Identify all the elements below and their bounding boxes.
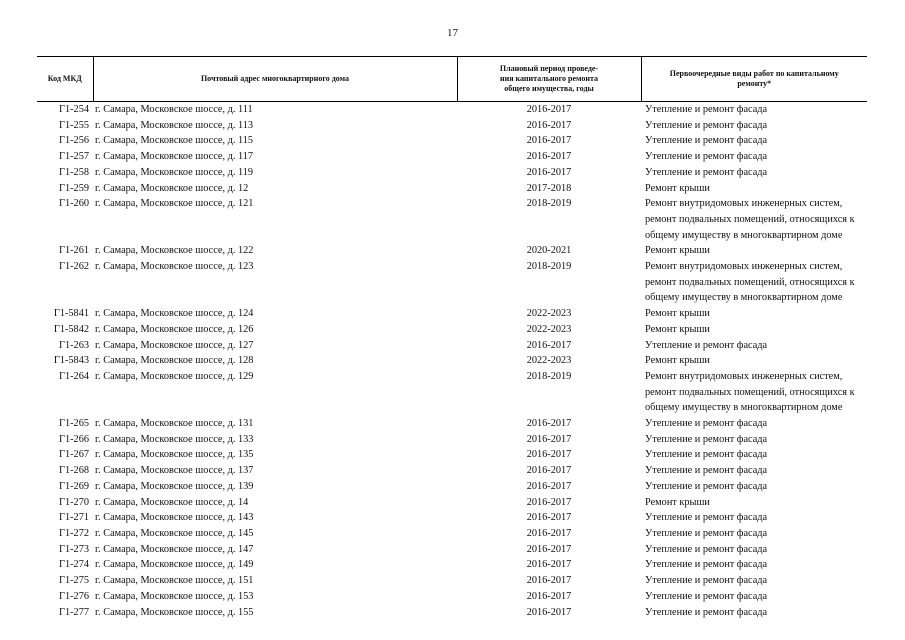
address-cell: г. Самара, Московское шоссе, д. 151 bbox=[95, 575, 254, 587]
works-line: Ремонт крыши bbox=[645, 245, 710, 257]
works-line: Ремонт крыши bbox=[645, 308, 710, 320]
works-line: Утепление и ремонт фасада bbox=[645, 590, 768, 602]
address-cell: г. Самара, Московское шоссе, д. 122 bbox=[95, 245, 254, 257]
address-cell: г. Самара, Московское шоссе, д. 129 bbox=[95, 370, 254, 382]
table-row bbox=[37, 573, 867, 589]
address-cell: г. Самара, Московское шоссе, д. 12 bbox=[95, 182, 249, 194]
address-cell: г. Самара, Московское шоссе, д. 131 bbox=[95, 418, 254, 430]
works-cell bbox=[641, 181, 867, 197]
header-address: Почтовый адрес многоквартирного дома bbox=[93, 57, 457, 102]
works-line: Ремонт внутридомовых инженерных систем, bbox=[645, 370, 843, 382]
period-cell: 2022-2023 bbox=[526, 323, 572, 335]
works-line: Ремонт крыши bbox=[645, 496, 710, 508]
period-cell: 2018-2019 bbox=[526, 198, 572, 210]
header-period-line: Плановый период проведе- bbox=[499, 64, 599, 73]
table-row bbox=[37, 557, 867, 573]
table-row bbox=[37, 149, 867, 165]
works-cell bbox=[641, 165, 867, 181]
address-cell: г. Самара, Московское шоссе, д. 153 bbox=[95, 590, 254, 602]
table-row bbox=[37, 510, 867, 526]
address-cell: г. Самара, Московское шоссе, д. 111 bbox=[95, 104, 253, 115]
works-cell bbox=[641, 118, 867, 134]
mkd-code-cell: Г1-274 bbox=[59, 559, 89, 571]
mkd-code-cell: Г1-271 bbox=[59, 512, 89, 524]
table-row bbox=[37, 259, 867, 306]
period-cell: 2016-2017 bbox=[526, 465, 572, 477]
table-row bbox=[37, 416, 867, 432]
page-number: 17 bbox=[447, 27, 458, 39]
address-cell: г. Самара, Московское шоссе, д. 124 bbox=[95, 308, 254, 320]
address-cell: г. Самара, Московское шоссе, д. 135 bbox=[95, 449, 254, 461]
period-cell: 2016-2017 bbox=[526, 559, 572, 571]
works-line: Ремонт внутридомовых инженерных систем, bbox=[645, 261, 843, 273]
table-row bbox=[37, 432, 867, 448]
period-cell: 2016-2017 bbox=[526, 418, 572, 430]
period-cell: 2016-2017 bbox=[526, 575, 572, 587]
header-works-line: Первоочередные виды работ по капитальному bbox=[669, 69, 839, 78]
period-cell: 2016-2017 bbox=[526, 449, 572, 461]
table-body bbox=[37, 102, 867, 621]
period-cell: 2018-2019 bbox=[526, 261, 572, 273]
header-period-line: общего имущества, годы bbox=[504, 84, 594, 93]
header-period-line: ния капитального ремонта bbox=[500, 74, 598, 83]
address-cell: г. Самара, Московское шоссе, д. 113 bbox=[95, 119, 254, 131]
works-cell bbox=[641, 557, 867, 573]
mkd-code-cell: Г1-5842 bbox=[53, 323, 89, 335]
period-cell: 2016-2017 bbox=[526, 151, 572, 163]
table-row bbox=[37, 479, 867, 495]
works-cell bbox=[641, 243, 867, 259]
address-cell: г. Самара, Московское шоссе, д. 117 bbox=[95, 151, 254, 163]
mkd-code-cell: Г1-276 bbox=[59, 590, 89, 602]
mkd-code-cell: Г1-269 bbox=[59, 480, 89, 492]
period-cell: 2016-2017 bbox=[526, 496, 572, 508]
works-line: Утепление и ремонт фасада bbox=[645, 151, 768, 163]
table-row bbox=[37, 369, 867, 416]
mkd-code-cell: Г1-5843 bbox=[53, 355, 89, 367]
mkd-code-cell: Г1-264 bbox=[59, 370, 89, 382]
period-cell: 2016-2017 bbox=[526, 543, 572, 555]
table-row bbox=[37, 118, 867, 134]
period-cell: 2016-2017 bbox=[526, 119, 572, 131]
works-line: Утепление и ремонт фасада bbox=[645, 449, 768, 461]
works-line: Утепление и ремонт фасада bbox=[645, 433, 768, 445]
table-row bbox=[37, 133, 867, 149]
mkd-code-cell: Г1-5841 bbox=[53, 308, 89, 320]
works-line: Утепление и ремонт фасада bbox=[645, 606, 768, 618]
address-cell: г. Самара, Московское шоссе, д. 115 bbox=[95, 135, 254, 147]
works-line: Утепление и ремонт фасада bbox=[645, 527, 768, 539]
works-cell bbox=[641, 526, 867, 542]
works-cell bbox=[641, 479, 867, 495]
works-line: Ремонт крыши bbox=[645, 323, 710, 335]
works-line: Утепление и ремонт фасада bbox=[645, 543, 768, 555]
works-cell bbox=[641, 416, 867, 432]
works-line: Утепление и ремонт фасада bbox=[645, 339, 768, 351]
address-cell: г. Самара, Московское шоссе, д. 128 bbox=[95, 355, 254, 367]
works-cell bbox=[641, 149, 867, 165]
mkd-code-cell: Г1-259 bbox=[59, 182, 89, 194]
address-cell: г. Самара, Московское шоссе, д. 145 bbox=[95, 527, 254, 539]
mkd-code-cell: Г1-265 bbox=[59, 418, 89, 430]
works-cell bbox=[641, 495, 867, 511]
mkd-code-cell: Г1-258 bbox=[59, 166, 89, 178]
works-line: Ремонт внутридомовых инженерных систем, bbox=[645, 198, 843, 210]
period-cell: 2016-2017 bbox=[526, 590, 572, 602]
mkd-code-cell: Г1-262 bbox=[59, 261, 89, 273]
header-works-line: ремонту* bbox=[737, 79, 772, 88]
table-row bbox=[37, 589, 867, 605]
header-period bbox=[457, 57, 641, 102]
mkd-code-cell: Г1-261 bbox=[59, 245, 89, 257]
period-cell: 2017-2018 bbox=[526, 182, 572, 194]
mkd-code-cell: Г1-270 bbox=[59, 496, 89, 508]
works-line: Утепление и ремонт фасада bbox=[645, 418, 768, 430]
table-row bbox=[37, 322, 867, 338]
table-row bbox=[37, 338, 867, 354]
works-cell bbox=[641, 338, 867, 354]
table-row bbox=[37, 306, 867, 322]
table-row bbox=[37, 526, 867, 542]
period-cell: 2016-2017 bbox=[526, 135, 572, 147]
mkd-code-cell: Г1-273 bbox=[59, 543, 89, 555]
works-cell bbox=[641, 447, 867, 463]
period-cell: 2016-2017 bbox=[526, 166, 572, 178]
address-cell: г. Самара, Московское шоссе, д. 126 bbox=[95, 323, 254, 335]
works-line: общему имуществу в многоквартирном доме bbox=[645, 292, 843, 304]
address-cell: г. Самара, Московское шоссе, д. 139 bbox=[95, 480, 254, 492]
mkd-code-cell: Г1-268 bbox=[59, 465, 89, 477]
works-line: Утепление и ремонт фасада bbox=[645, 559, 768, 571]
works-line: Утепление и ремонт фасада bbox=[645, 166, 768, 178]
table-row bbox=[37, 353, 867, 369]
period-cell: 2022-2023 bbox=[526, 355, 572, 367]
table-row bbox=[37, 495, 867, 511]
header-code: Код МКД bbox=[37, 57, 93, 102]
period-cell: 2016-2017 bbox=[526, 606, 572, 618]
works-cell bbox=[641, 322, 867, 338]
works-line: Ремонт крыши bbox=[645, 355, 710, 367]
mkd-code-cell: Г1-277 bbox=[59, 606, 89, 618]
works-line: Утепление и ремонт фасада bbox=[645, 119, 768, 131]
address-cell: г. Самара, Московское шоссе, д. 137 bbox=[95, 465, 254, 477]
works-line: Утепление и ремонт фасада bbox=[645, 465, 768, 477]
works-cell bbox=[641, 573, 867, 589]
works-cell bbox=[641, 259, 867, 306]
address-cell: г. Самара, Московское шоссе, д. 127 bbox=[95, 339, 254, 351]
works-cell bbox=[641, 133, 867, 149]
works-line: Утепление и ремонт фасада bbox=[645, 104, 768, 115]
address-cell: г. Самара, Московское шоссе, д. 119 bbox=[95, 166, 254, 178]
address-cell: г. Самара, Московское шоссе, д. 149 bbox=[95, 559, 254, 571]
mkd-code-cell: Г1-272 bbox=[59, 527, 89, 539]
address-cell: г. Самара, Московское шоссе, д. 133 bbox=[95, 433, 254, 445]
period-cell: 2016-2017 bbox=[526, 527, 572, 539]
works-cell bbox=[641, 463, 867, 479]
mkd-code-cell: Г1-266 bbox=[59, 433, 89, 445]
works-line: Утепление и ремонт фасада bbox=[645, 135, 768, 147]
table-row bbox=[37, 196, 867, 243]
table-row bbox=[37, 463, 867, 479]
works-cell bbox=[641, 432, 867, 448]
address-cell: г. Самара, Московское шоссе, д. 14 bbox=[95, 496, 249, 508]
mkd-code-cell: Г1-254 bbox=[59, 104, 89, 115]
works-line: Утепление и ремонт фасада bbox=[645, 575, 768, 587]
mkd-code-cell: Г1-263 bbox=[59, 339, 89, 351]
works-line: общему имуществу в многоквартирном доме bbox=[645, 229, 843, 241]
table-header bbox=[37, 57, 867, 102]
address-cell: г. Самара, Московское шоссе, д. 123 bbox=[95, 261, 254, 273]
period-cell: 2018-2019 bbox=[526, 370, 572, 382]
works-cell bbox=[641, 353, 867, 369]
works-cell bbox=[641, 510, 867, 526]
mkd-code-cell: Г1-255 bbox=[59, 119, 89, 131]
address-cell: г. Самара, Московское шоссе, д. 121 bbox=[95, 198, 254, 210]
period-cell: 2016-2017 bbox=[526, 339, 572, 351]
table-row bbox=[37, 605, 867, 621]
period-cell: 2016-2017 bbox=[526, 104, 572, 115]
period-cell: 2016-2017 bbox=[526, 512, 572, 524]
header-works bbox=[641, 57, 867, 102]
works-cell bbox=[641, 542, 867, 558]
table-row bbox=[37, 243, 867, 259]
works-cell bbox=[641, 196, 867, 243]
works-line: ремонт подвальных помещений, относящихся к bbox=[645, 386, 855, 398]
mkd-code-cell: Г1-275 bbox=[59, 575, 89, 587]
works-cell bbox=[641, 306, 867, 322]
period-cell: 2016-2017 bbox=[526, 433, 572, 445]
address-cell: г. Самара, Московское шоссе, д. 155 bbox=[95, 606, 254, 618]
address-cell: г. Самара, Московское шоссе, д. 147 bbox=[95, 543, 254, 555]
works-cell bbox=[641, 605, 867, 621]
works-line: общему имуществу в многоквартирном доме bbox=[645, 402, 843, 414]
period-cell: 2016-2017 bbox=[526, 480, 572, 492]
table-row bbox=[37, 181, 867, 197]
table-row bbox=[37, 102, 867, 118]
mkd-code-cell: Г1-260 bbox=[59, 198, 89, 210]
table-row bbox=[37, 447, 867, 463]
works-cell bbox=[641, 369, 867, 416]
works-line: ремонт подвальных помещений, относящихся к bbox=[645, 276, 855, 288]
works-cell bbox=[641, 589, 867, 605]
period-cell: 2020-2021 bbox=[526, 245, 572, 257]
mkd-code-cell: Г1-267 bbox=[59, 449, 89, 461]
works-line: ремонт подвальных помещений, относящихся к bbox=[645, 213, 855, 225]
repair-schedule-table bbox=[37, 56, 867, 620]
works-line: Утепление и ремонт фасада bbox=[645, 512, 768, 524]
address-cell: г. Самара, Московское шоссе, д. 143 bbox=[95, 512, 254, 524]
period-cell: 2022-2023 bbox=[526, 308, 572, 320]
works-line: Ремонт крыши bbox=[645, 182, 710, 194]
mkd-code-cell: Г1-257 bbox=[59, 151, 89, 163]
works-line: Утепление и ремонт фасада bbox=[645, 480, 768, 492]
table-row bbox=[37, 542, 867, 558]
table-row bbox=[37, 165, 867, 181]
mkd-code-cell: Г1-256 bbox=[59, 135, 89, 147]
works-cell bbox=[641, 102, 867, 118]
